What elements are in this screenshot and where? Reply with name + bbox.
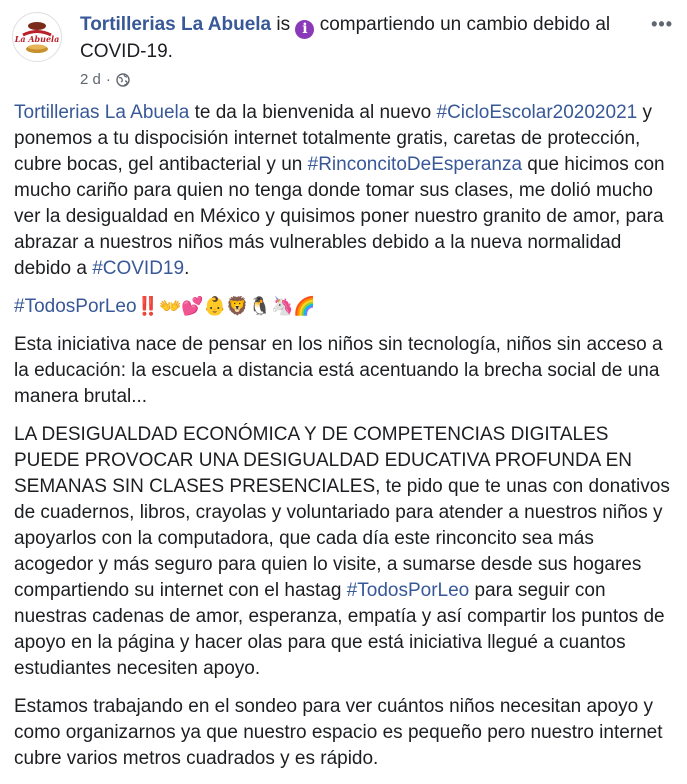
hashtag-todos-por-leo[interactable]: #TodosPorLeo: [14, 296, 137, 317]
paragraph-1: [14, 100, 678, 282]
meta-separator: ·: [105, 71, 111, 88]
paragraph-1-text-c: que hicimos con mucho cariño para quien no tenga donde tomar sus clases, me dolió mucho ver la desigualdad en México y quisimos poner nuestro granito de amor, para abrazar a nuestros niños más vulnerables debido a la nueva normalidad debido a: [14, 154, 665, 279]
tortilleria-logo-icon: [13, 13, 61, 61]
globe-icon[interactable]: [116, 73, 130, 87]
post-timestamp[interactable]: 2 d: [80, 71, 101, 88]
more-options-icon[interactable]: •••: [651, 14, 673, 34]
header-is-text: is: [276, 14, 291, 35]
paragraph-2: [14, 294, 678, 320]
hashtag-todos-por-leo-2[interactable]: #TodosPorLeo: [346, 580, 470, 601]
paragraph-4-text-b: para seguir con nuestras cadenas de amor, esperanza, empatía y así compartir los puntos de apoyo en la página y hacer olas para que está iniciativa llegué a cuantos estudiantes necesiten apoyo.: [14, 580, 665, 679]
page-avatar[interactable]: [12, 12, 62, 62]
paragraph-1-text-d: .: [184, 258, 190, 279]
hashtag-rinconcito[interactable]: #RinconcitoDeEsperanza: [307, 154, 523, 175]
header-status-text: compartiendo un cambio debido al COVID-19.: [80, 14, 611, 62]
hashtag-covid19[interactable]: #COVID19: [92, 258, 185, 279]
paragraph-5: Estamos trabajando en el sondeo para ver cuántos niños necesitan apoyo y como organizarnos ya que nuestro espacio es pequeño pero nuestro internet cubre varios metros cuadrados y es rápido.: [14, 696, 663, 769]
post-header: [80, 12, 640, 64]
page-name-link[interactable]: Tortillerias La Abuela: [80, 14, 272, 35]
page-mention-link[interactable]: Tortillerias La Abuela: [14, 102, 190, 123]
avatar-logo-text: La Abuela: [14, 34, 60, 44]
hashtag-ciclo-escolar[interactable]: #CicloEscolar20202021: [436, 102, 638, 123]
paragraph-1-text-a: te da la bienvenida al nuevo: [189, 102, 437, 123]
paragraph-1-text-b: y ponemos a tu dispocisión internet totalmente gratis, caretas de protección, cubre bocas, gel antibacterial y un: [14, 102, 652, 175]
post-meta: [80, 71, 130, 88]
paragraph-3: Esta iniciativa nace de pensar en los niños sin tecnología, niños sin acceso a la educación: la escuela a distancia está acentuando la brecha social de una manera brutal...: [14, 334, 663, 407]
info-icon[interactable]: i: [295, 20, 314, 39]
paragraph-4-text-a: LA DESIGUALDAD ECONÓMICA Y DE COMPETENCIAS DIGITALES PUEDE PROVOCAR UNA DESIGUALDAD EDUCATIVA PROFUNDA EN SEMANAS SIN CLASES PRESENCIALES, te pido que te unas con donativos de cuadernos, libros, crayolas y voluntariado para atender a nuestros niños y apoyarlos con la computadora, que cada día este rinconcito sea más acogedor y más seguro para quien lo visite, a sumarse desde sus hogares compartiendo su internet con el hastag: [14, 424, 670, 601]
emoji-row: ‼️👐💕👶🦁🐧🦄🌈: [136, 296, 316, 317]
post-body: [14, 100, 678, 784]
paragraph-4: [14, 422, 678, 682]
